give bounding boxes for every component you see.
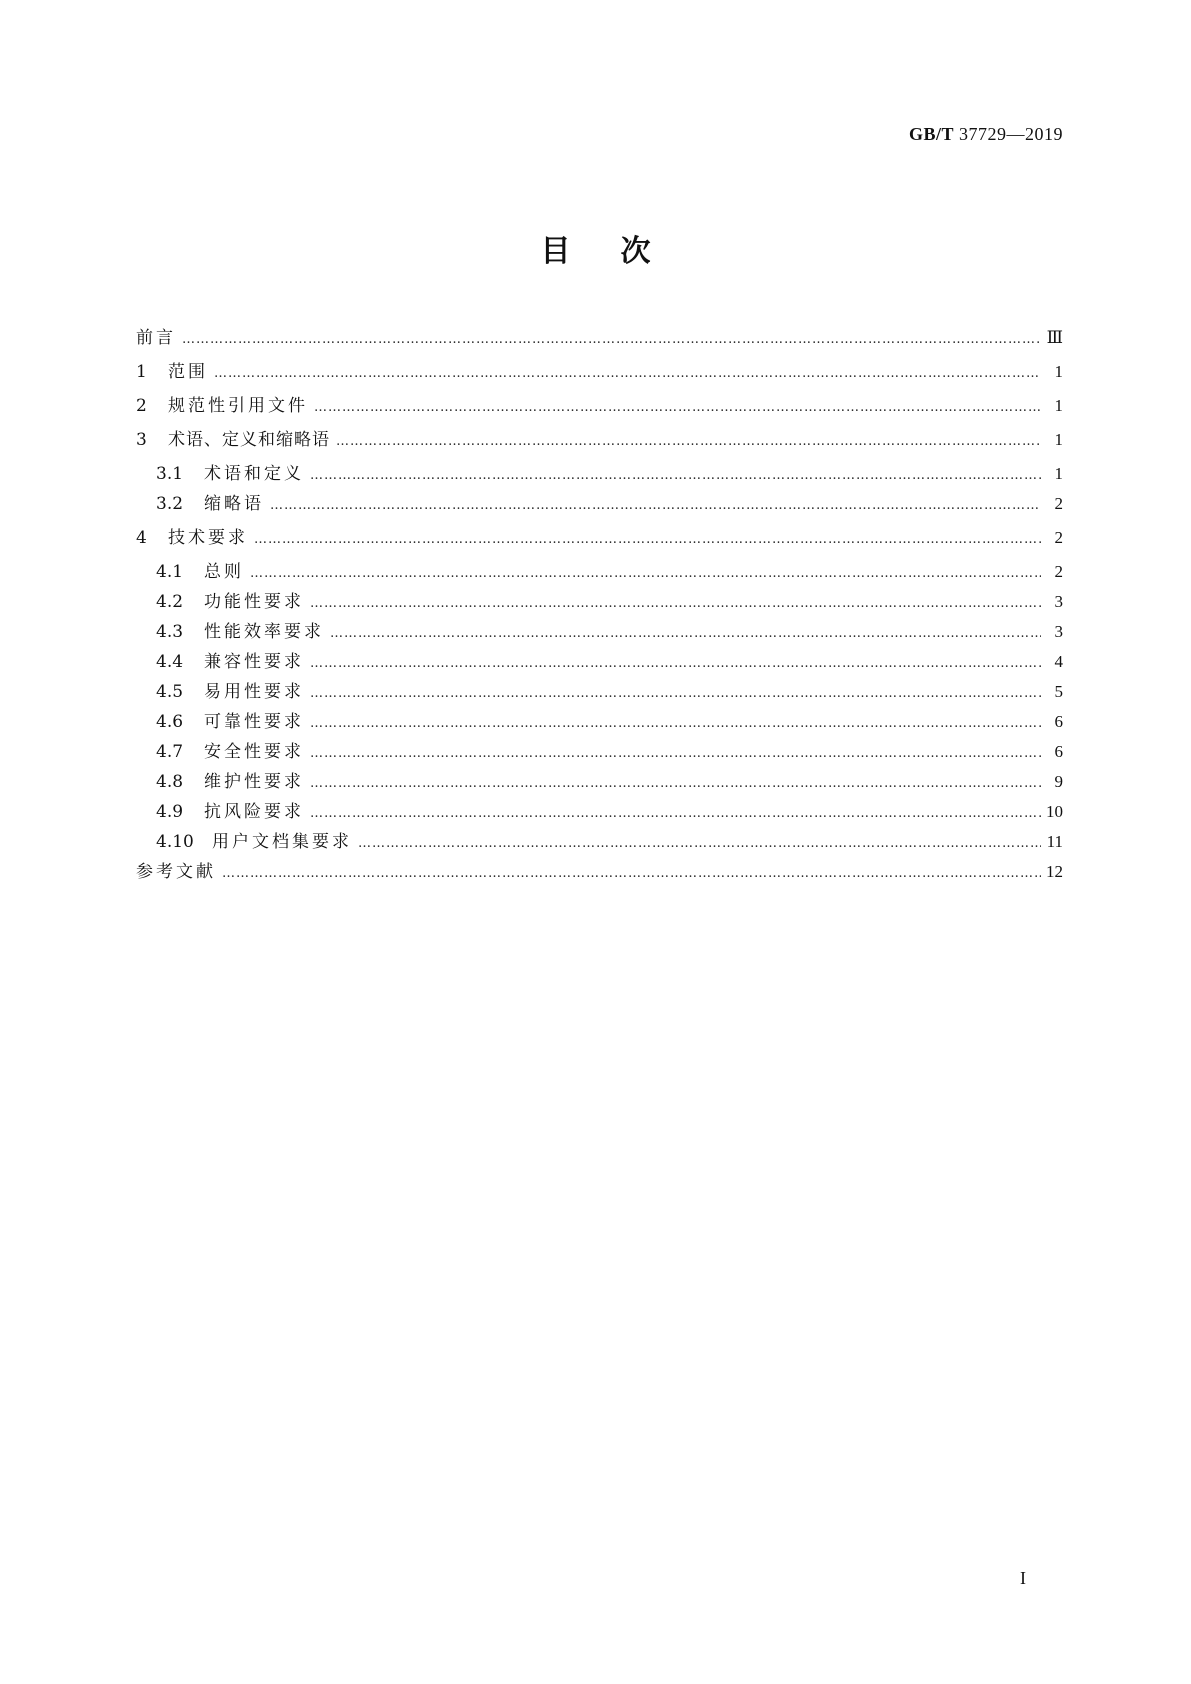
toc-entry-number: 4.5 xyxy=(156,682,184,702)
toc-entry-title: 可靠性要求 xyxy=(204,712,304,732)
toc-entry-title: 抗风险要求 xyxy=(204,802,304,822)
toc-leader-dots xyxy=(330,622,1041,646)
toc-entry-title: 功能性要求 xyxy=(204,592,304,612)
toc-entry-bibliography[interactable] xyxy=(136,860,1063,884)
toc-entry-2[interactable] xyxy=(136,394,1063,418)
toc-leader-dots xyxy=(250,562,1041,586)
toc-entry-3[interactable] xyxy=(136,428,1063,452)
toc-leader-dots xyxy=(310,772,1041,796)
toc-entry-number: 1 xyxy=(136,362,147,382)
toc-entry-page: 3 xyxy=(1054,622,1063,641)
toc-entry-3-2[interactable] xyxy=(136,492,1063,516)
toc-entry-title: 缩略语 xyxy=(204,494,264,514)
toc-entry-page: 9 xyxy=(1054,772,1063,791)
toc-entry-number: 3 xyxy=(136,430,147,450)
toc-entry-title: 前言 xyxy=(136,328,176,348)
toc-entry-1[interactable] xyxy=(136,360,1063,384)
toc-entry-4-5[interactable] xyxy=(136,680,1063,704)
page-title: 目次 xyxy=(540,234,701,269)
toc-entry-4[interactable] xyxy=(136,526,1063,550)
toc-entry-number: 4.6 xyxy=(156,712,184,732)
toc-entry-4-2[interactable] xyxy=(136,590,1063,614)
toc-entry-4-1[interactable] xyxy=(136,560,1063,584)
toc-entry-title: 术语和定义 xyxy=(204,464,304,484)
toc-entry-foreword[interactable] xyxy=(136,326,1063,350)
toc-entry-number: 4.1 xyxy=(156,562,184,582)
toc-leader-dots xyxy=(358,832,1041,856)
toc-leader-dots xyxy=(314,396,1041,420)
toc-entry-number: 4.10 xyxy=(156,832,194,852)
toc-entry-4-8[interactable] xyxy=(136,770,1063,794)
toc-leader-dots xyxy=(310,682,1041,706)
toc-entry-number: 3.1 xyxy=(156,464,184,484)
toc-entry-page: 11 xyxy=(1046,832,1063,851)
toc-entry-number: 4.3 xyxy=(156,622,184,642)
toc-entry-title: 安全性要求 xyxy=(204,742,304,762)
toc-leader-dots xyxy=(182,328,1041,352)
toc-entry-title: 技术要求 xyxy=(168,528,248,548)
toc-entry-page: 1 xyxy=(1054,464,1063,483)
toc-entry-page: 1 xyxy=(1054,430,1063,449)
toc-leader-dots xyxy=(214,362,1041,386)
toc-entry-number: 4.4 xyxy=(156,652,184,672)
toc-leader-dots xyxy=(222,862,1041,886)
toc-entry-4-10[interactable] xyxy=(136,830,1063,854)
toc-entry-page: 2 xyxy=(1054,562,1063,581)
toc-entry-page: 1 xyxy=(1054,362,1063,381)
toc-entry-page: 6 xyxy=(1054,742,1063,761)
toc-entry-title: 参考文献 xyxy=(136,862,216,882)
toc-entry-title: 总则 xyxy=(204,562,244,582)
toc-entry-4-6[interactable] xyxy=(136,710,1063,734)
toc-entry-title: 易用性要求 xyxy=(204,682,304,702)
toc-entry-title: 规范性引用文件 xyxy=(168,396,308,416)
toc-entry-title: 用户文档集要求 xyxy=(212,832,352,852)
toc-leader-dots xyxy=(336,430,1041,454)
toc-entry-number: 4.8 xyxy=(156,772,184,792)
toc-entry-title: 兼容性要求 xyxy=(204,652,304,672)
toc-leader-dots xyxy=(310,652,1041,676)
toc-entry-number: 4.2 xyxy=(156,592,184,612)
toc-entry-page: 5 xyxy=(1054,682,1063,701)
toc-leader-dots xyxy=(310,464,1041,488)
toc-entry-page: 2 xyxy=(1054,494,1063,513)
toc-leader-dots xyxy=(310,592,1041,616)
toc-entry-page: 1 xyxy=(1054,396,1063,415)
toc-leader-dots xyxy=(270,494,1041,518)
toc-entry-4-3[interactable] xyxy=(136,620,1063,644)
toc-entry-page: 10 xyxy=(1046,802,1063,821)
toc-entry-3-1[interactable] xyxy=(136,462,1063,486)
toc-entry-title: 维护性要求 xyxy=(204,772,304,792)
toc-entry-page: 3 xyxy=(1054,592,1063,611)
toc-entry-number: 3.2 xyxy=(156,494,184,514)
toc-entry-number: 4.7 xyxy=(156,742,184,762)
toc-entry-page: Ⅲ xyxy=(1046,328,1063,347)
toc-entry-page: 4 xyxy=(1054,652,1063,671)
toc-entry-title: 性能效率要求 xyxy=(204,622,324,642)
toc-entry-number: 4 xyxy=(136,528,147,548)
toc-entry-number: 4.9 xyxy=(156,802,184,822)
toc-entry-4-7[interactable] xyxy=(136,740,1063,764)
toc-entry-page: 12 xyxy=(1046,862,1063,881)
toc-leader-dots xyxy=(310,712,1041,736)
toc-leader-dots xyxy=(310,802,1041,826)
toc-entry-page: 2 xyxy=(1054,528,1063,547)
toc-entry-title: 术语、定义和缩略语 xyxy=(168,430,330,450)
page-number: I xyxy=(1020,1568,1026,1588)
toc-entry-title: 范围 xyxy=(168,362,208,382)
standard-year-number: 37729—2019 xyxy=(959,124,1063,144)
toc-entry-4-4[interactable] xyxy=(136,650,1063,674)
toc-entry-4-9[interactable] xyxy=(136,800,1063,824)
standard-number xyxy=(909,124,1063,145)
standard-code: GB/T xyxy=(908,124,954,144)
toc-leader-dots xyxy=(310,742,1041,766)
toc-leader-dots xyxy=(254,528,1041,552)
toc-entry-page: 6 xyxy=(1054,712,1063,731)
toc-entry-number: 2 xyxy=(136,396,147,416)
